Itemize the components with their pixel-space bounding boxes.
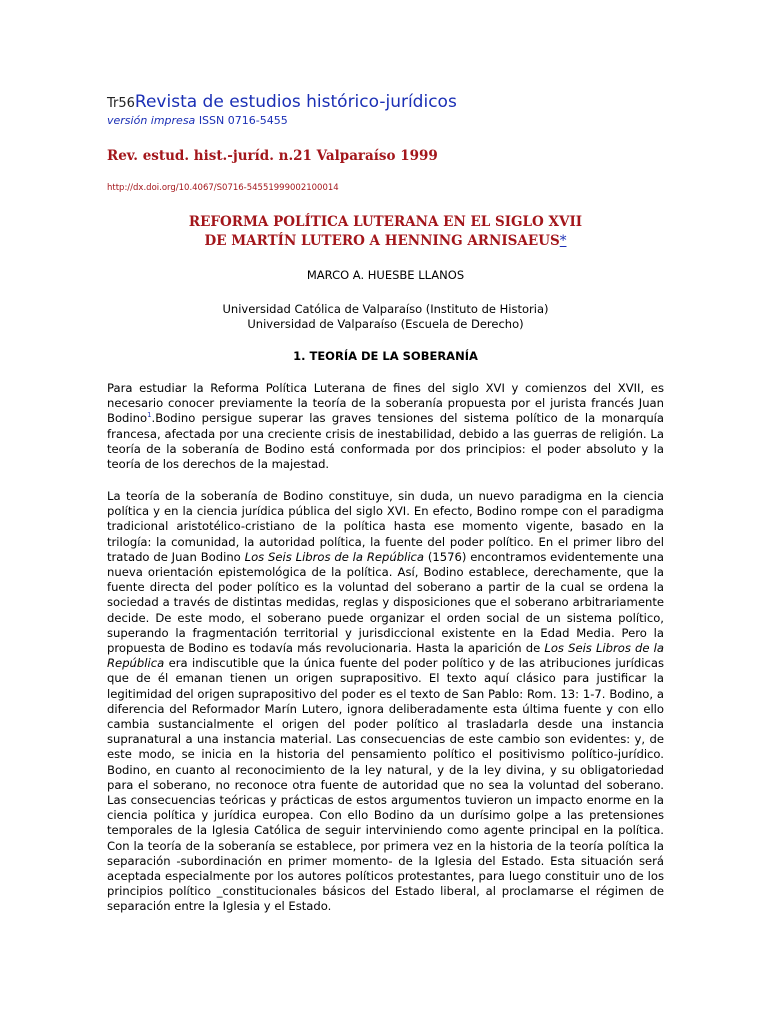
affiliations xyxy=(107,302,664,332)
article-title-line-2 xyxy=(107,232,664,251)
issn-line xyxy=(107,114,288,127)
journal-title-link[interactable]: Revista de estudios histórico-jurídicos xyxy=(134,92,457,112)
doi-link[interactable]: http://dx.doi.org/10.4067/S0716-54551999002100014 xyxy=(107,183,339,193)
affiliation-2: Universidad de Valparaíso (Escuela de Derecho) xyxy=(247,317,524,331)
article-title xyxy=(107,213,664,251)
journal-header xyxy=(107,92,457,112)
article-title-line-2-text: DE MARTÍN LUTERO A HENNING ARNISAEUS xyxy=(204,233,560,249)
book-title-2: Los Seis Libros de la República xyxy=(107,641,664,671)
p2-text-a: La teoría de la soberanía de Bodino constituye, sin duda, un nuevo paradigma en la ciencia política y en la ciencia jurídica pública del siglo XVI. En efecto, Bodino rompe con el paradigma tradicional aristotélico-cristiano de la política hasta ese momento vigente, basado en la trilogía: la comunidad, la autoridad política, la fuente del poder político. En el primer libro del tratado de Juan Bodino xyxy=(107,489,664,564)
issn-number: ISSN 0716-5455 xyxy=(198,114,288,127)
body-paragraph-2 xyxy=(107,489,664,915)
p1-text-a: Para estudiar la Reforma Política Luterana de fines del siglo XVI y comienzos del XVII, es necesario conocer previamente la teoría de la soberanía propuesta por el jurista francés Juan Bodino xyxy=(107,381,664,426)
journal-code: Tr56 xyxy=(107,96,135,111)
p2-text-b: (1576) encontramos evidentemente una nueva orientación epistemológica de la política. Así, Bodino establece, derechamente, que la fuente directa del poder político es la voluntad del soberano a partir de la cual se ordena la sociedad a través de distintas medidas, reglas y disposiciones que el soberano arbitrariamente decide. De este modo, el soberano puede organizar el orden social de un sistema político, superando la fragmentación territorial y jurisdiccional existente en la Edad Media. Pero la propuesta de Bodino es todavía más revolucionaria. Hasta la aparición de xyxy=(107,549,664,656)
issn-prefix: versión impresa xyxy=(107,114,196,127)
affiliation-1: Universidad Católica de Valparaíso (Instituto de Historia) xyxy=(222,302,549,316)
title-footnote-link[interactable]: * xyxy=(559,233,567,249)
section-heading: 1. TEORÍA DE LA SOBERANÍA xyxy=(293,349,478,363)
p2-text-c: era indiscutible que la única fuente del poder político y de las atribuciones jurídicas que de él emanan tienen un origen suprapositivo. El texto aquí clásico para justificar la legitimidad del origen suprapositivo del poder es el texto de San Pablo: Rom. 13: 1-7. Bodino, a diferencia del Reformador Marín Lutero, ignora deliberadamente esta última fuente y con ello cambia sustancialmente el origen del poder político al trasladarla desde una instancia supranatural a una instancia material. Las consecuencias de este cambio son evidentes: y, de este modo, se inicia en la historia del pensamiento político el positivismo político-jurídico. Bodino, en cuanto al reconocimiento de la ley natural, y de la ley divina, y su obligatoriedad para el soberano, no reconoce otra fuente de autoridad que no sea la voluntad del soberano. Las consecuencias teóricas y prácticas de estos argumentos tuvieron un impacto enorme en la ciencia política y jurídica europea. Con ello Bodino da un durísimo golpe a las pretensiones temporales de la Iglesia Católica de seguir interviniendo como agente principal en la política. Con la teoría de la soberanía se establece, por primera vez en la historia de la teoría política la separación -subordinación en primer momento- de la Iglesia del Estado. Esta situación será aceptada especialmente por los autores políticos protestantes, para luego constituir uno de los principios político _constitucionales básicos del Estado liberal, al proclamarse el régimen de separación entre la Iglesia y el Estado. xyxy=(107,656,664,914)
article-title-line-1: REFORMA POLÍTICA LUTERANA EN EL SIGLO XVII xyxy=(188,214,583,230)
body-paragraph-1 xyxy=(107,381,664,472)
p1-text-b: .Bodino persigue superar las graves tensiones del sistema político de la monarquía francesa, afectada por una creciente crisis de inestabilidad, debido a las guerras de religión. La teoría de la soberanía de Bodino está conformada por dos principios: el poder absoluto y la teoría de los derechos de la majestad. xyxy=(107,411,664,472)
footnote-1-link[interactable]: 1 xyxy=(147,411,152,420)
book-title-1: Los Seis Libros de la República xyxy=(244,549,425,564)
citation-line: Rev. estud. hist.-juríd. n.21 Valparaíso 1999 xyxy=(107,148,438,164)
author-name: MARCO A. HUESBE LLANOS xyxy=(306,268,465,282)
